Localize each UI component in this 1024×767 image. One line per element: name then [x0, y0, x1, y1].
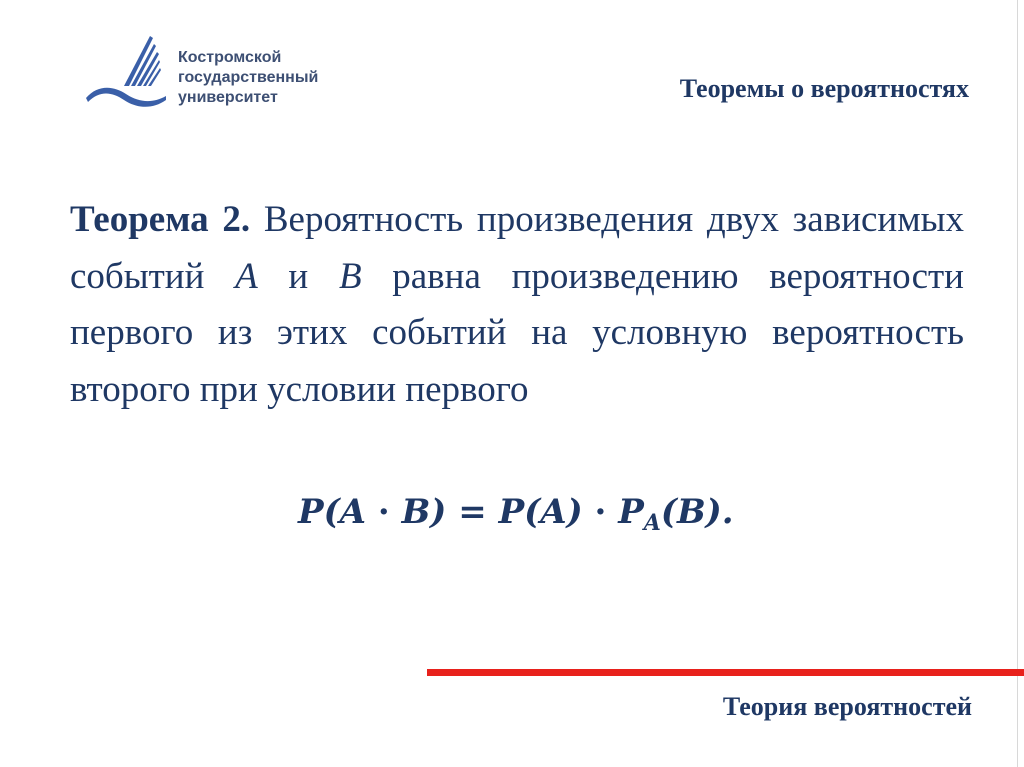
formula-equals: =	[446, 492, 499, 532]
university-name-line-3: университет	[178, 89, 278, 106]
formula-p-argument: (B).	[660, 492, 734, 532]
event-a: A	[235, 255, 258, 297]
slide-title: Теоремы о вероятностях	[679, 74, 969, 103]
university-logo	[84, 34, 344, 114]
theorem-label: Теорема 2.	[70, 199, 251, 240]
formula-lhs-open: P(A	[298, 492, 367, 532]
formula-p-a: P(A)	[498, 492, 583, 532]
theorem-body-part-1: Вероятность произведения двух зависимых событий	[70, 199, 964, 297]
slide-edge-divider	[1017, 0, 1018, 767]
footer-accent-line	[427, 669, 1024, 676]
university-name	[178, 48, 318, 108]
theorem-body-part-2: равна произведению вероятности первого из этих событий на условную вероятность второго при условии первого	[70, 255, 964, 410]
university-name-line-1: Костромской	[178, 49, 282, 66]
probability-formula	[298, 492, 734, 536]
theorem-text	[70, 192, 964, 418]
formula-p-symbol: P	[618, 492, 644, 532]
theorem-conjunction: и	[257, 255, 339, 297]
formula-p-subscript: A	[643, 510, 661, 536]
footer-title: Теория вероятностей	[722, 692, 972, 721]
formula-lhs-close: B)	[401, 492, 447, 532]
university-name-line-2: государственный	[178, 69, 319, 86]
formula-dot: ·	[366, 492, 402, 532]
formula-dot-2: ·	[582, 492, 619, 532]
kostroma-university-logo-icon	[84, 34, 170, 114]
event-b: B	[338, 255, 362, 297]
